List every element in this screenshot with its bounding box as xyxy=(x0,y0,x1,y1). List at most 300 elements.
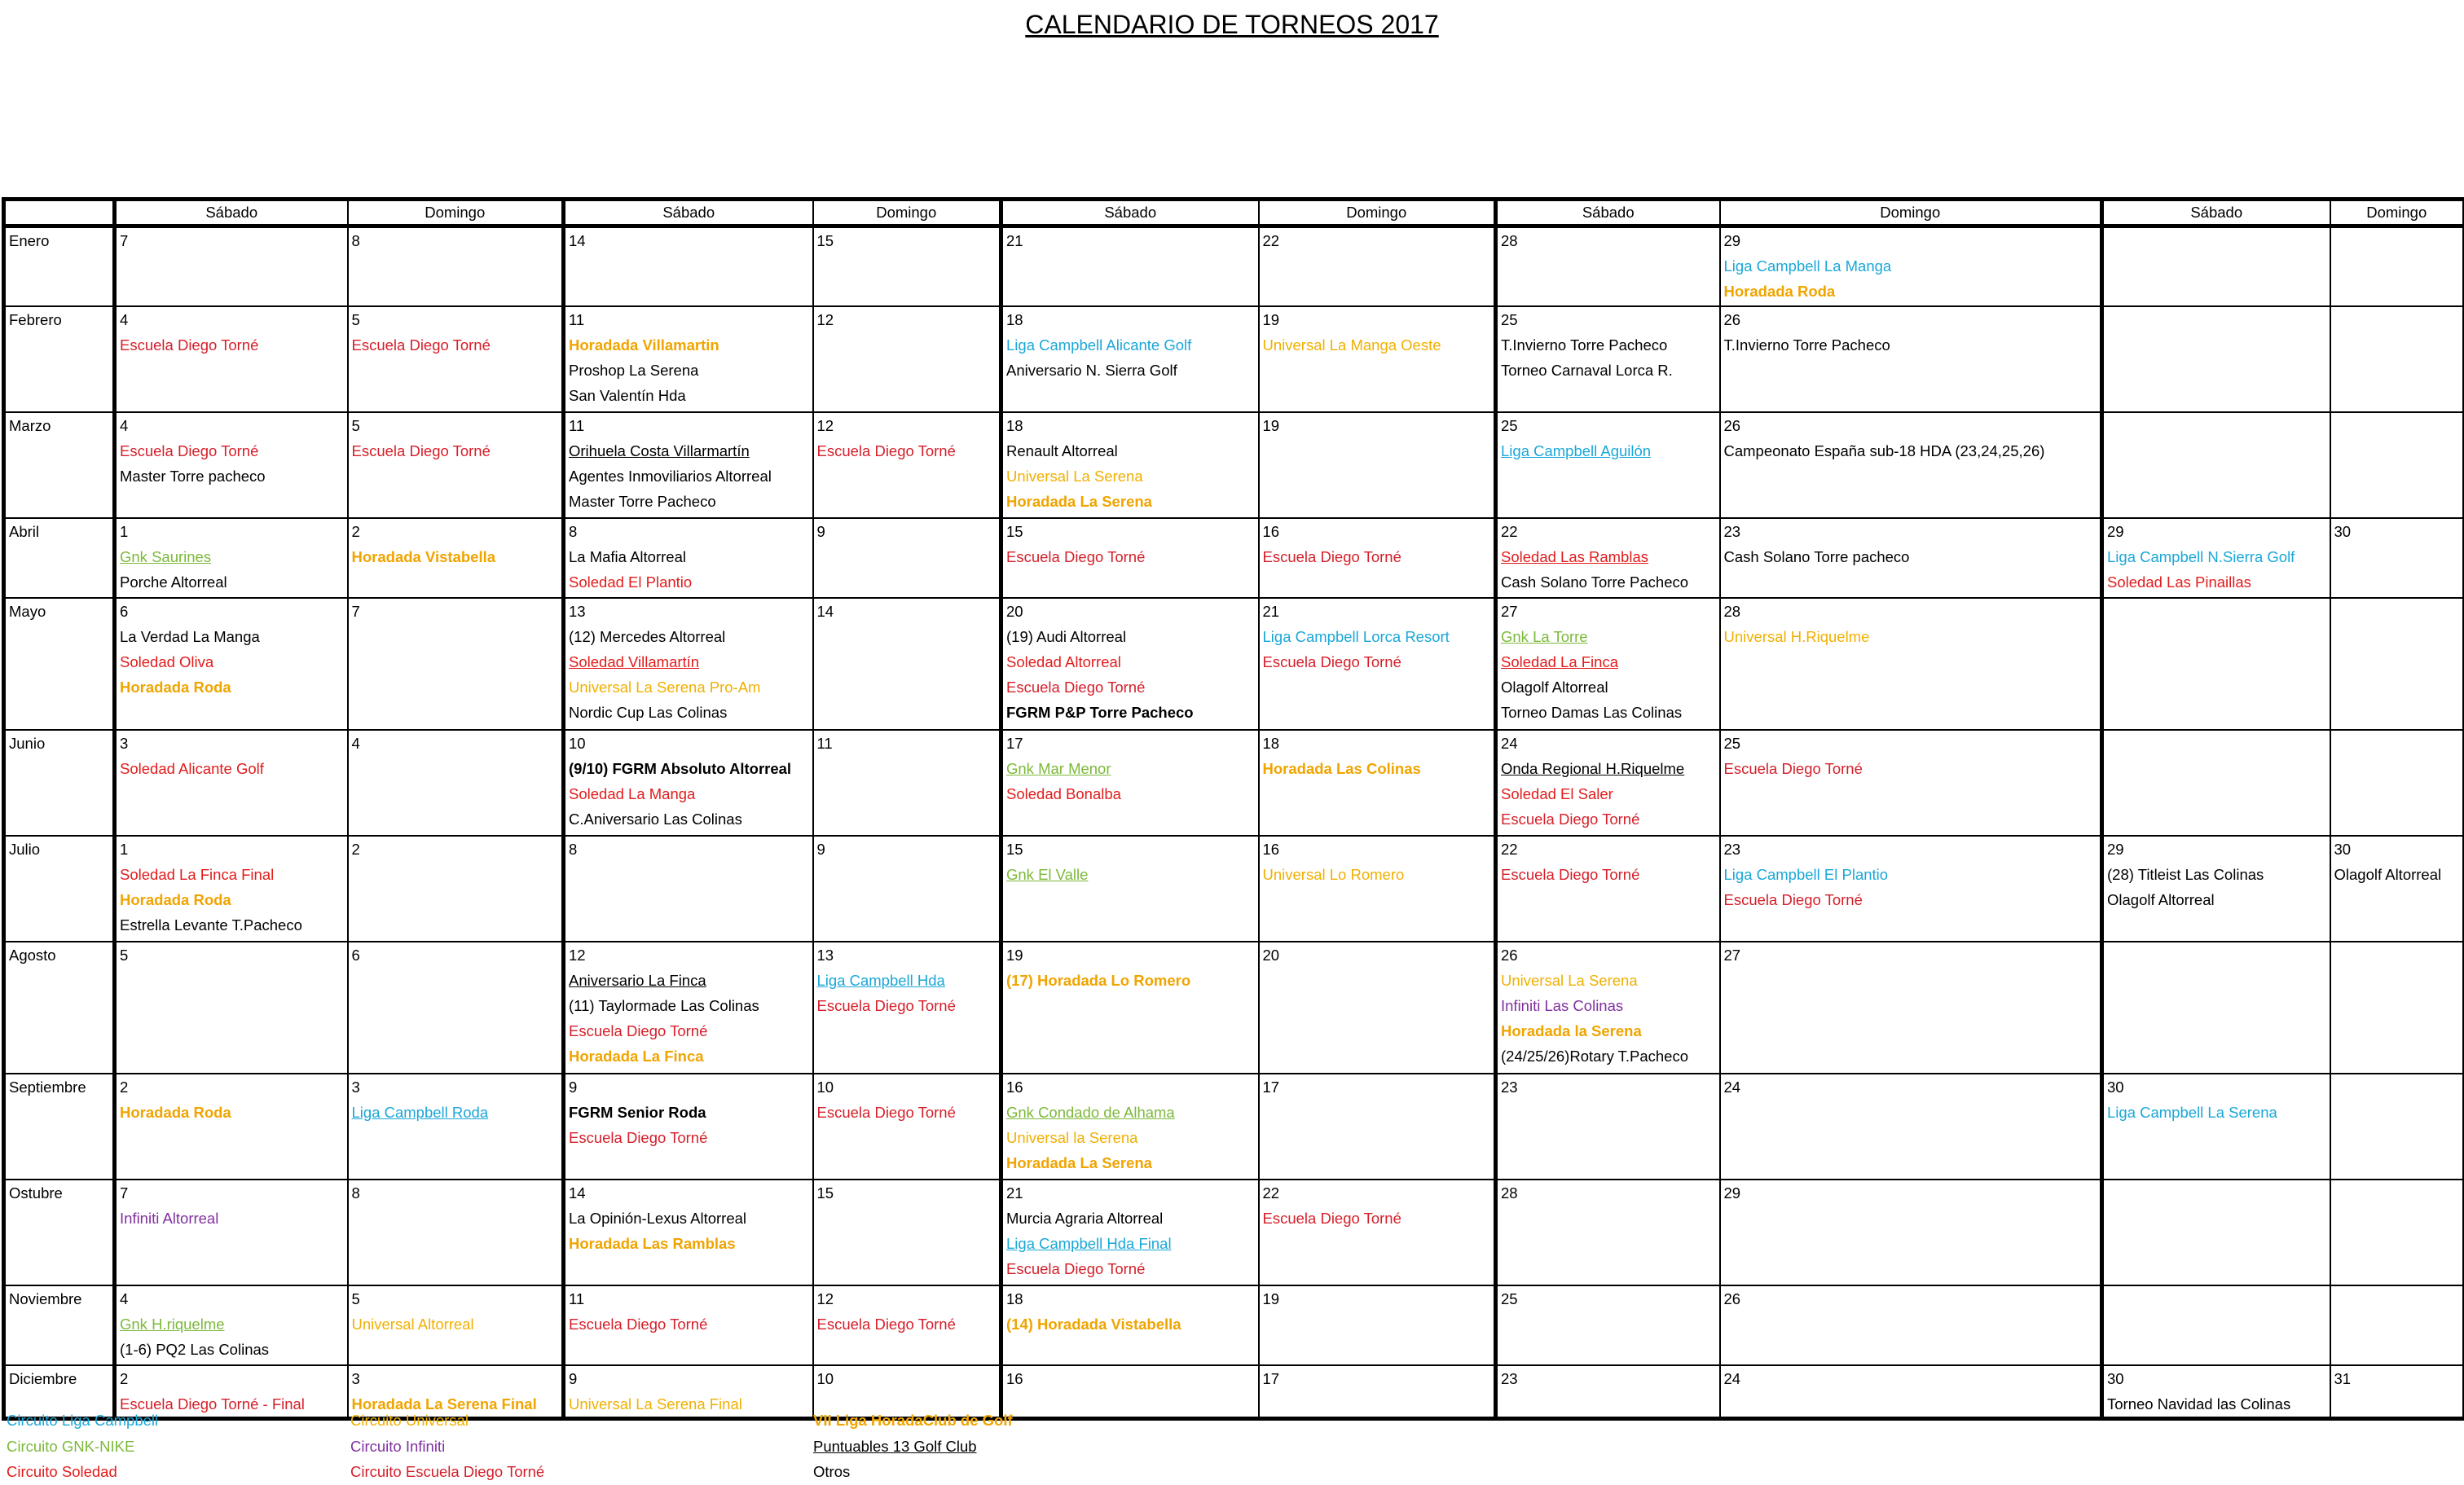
legend-item: Circuito Infiniti xyxy=(350,1434,445,1460)
day-cell xyxy=(813,598,1001,730)
tournament-event: Soledad El Saler xyxy=(1501,781,1719,806)
day-number: 12 xyxy=(817,413,1000,438)
month-row xyxy=(4,598,2464,730)
tournament-event: Escuela Diego Torné xyxy=(352,332,562,358)
tournament-event: Universal La Serena Pro-Am xyxy=(569,674,812,700)
tournament-event: Horadada La Serena xyxy=(1006,1150,1258,1175)
day-number: 1 xyxy=(120,519,347,544)
day-cell xyxy=(813,730,1001,836)
month-name: Marzo xyxy=(4,412,115,518)
tournament-event: Escuela Diego Torné xyxy=(817,1311,1000,1337)
day-number: 23 xyxy=(1724,519,2101,544)
tournament-event: Liga Campbell La Manga xyxy=(1724,253,2101,279)
tournament-event: (19) Audi Altorreal xyxy=(1006,624,1258,649)
legend-item: VII Liga HoradaClub de Golf xyxy=(813,1408,1013,1434)
tournament-event: T.Invierno Torre Pacheco xyxy=(1501,332,1719,358)
tournament-event: Renault Altorreal xyxy=(1006,438,1258,464)
day-cell xyxy=(1496,730,1720,836)
tournament-event: Soledad Las Pinaillas xyxy=(2107,569,2330,595)
day-cell xyxy=(348,1285,564,1365)
day-cell xyxy=(115,942,348,1074)
tournament-event: Escuela Diego Torné xyxy=(1263,544,1494,569)
month-name: Junio xyxy=(4,730,115,836)
tournament-event: Torneo Carnaval Lorca R. xyxy=(1501,358,1719,383)
tournament-event: (17) Horadada Lo Romero xyxy=(1006,968,1258,993)
tournament-event: Escuela Diego Torné xyxy=(569,1125,812,1150)
day-number: 19 xyxy=(1263,413,1494,438)
tournament-event: Horadada La Finca xyxy=(569,1043,812,1069)
day-number: 29 xyxy=(2107,837,2330,862)
tournament-event: Soledad La Finca Final xyxy=(120,862,347,887)
month-name: Septiembre xyxy=(4,1074,115,1180)
page-title: CALENDARIO DE TORNEOS 2017 xyxy=(0,10,2464,40)
day-number: 17 xyxy=(1006,731,1258,756)
day-cell xyxy=(348,226,564,306)
day-cell xyxy=(1496,598,1720,730)
day-cell xyxy=(115,306,348,412)
tournament-event: Escuela Diego Torné xyxy=(1006,1256,1258,1281)
day-cell xyxy=(1259,518,1496,598)
day-cell xyxy=(1720,306,2102,412)
day-number: 17 xyxy=(1263,1366,1494,1391)
day-cell xyxy=(348,1180,564,1285)
day-number: 30 xyxy=(2334,837,2463,862)
tournament-event: Escuela Diego Torné xyxy=(1724,887,2101,912)
tournament-event: Soledad El Plantio xyxy=(569,569,812,595)
tournament-event: Horadada la Serena xyxy=(1501,1018,1719,1043)
day-cell xyxy=(1259,598,1496,730)
tournament-event: La Mafia Altorreal xyxy=(569,544,812,569)
tournament-event: Escuela Diego Torné xyxy=(1263,1206,1494,1231)
day-cell xyxy=(813,942,1001,1074)
day-cell xyxy=(1259,306,1496,412)
day-number: 26 xyxy=(1724,307,2101,332)
legend xyxy=(0,1408,2464,1481)
day-cell xyxy=(1720,1074,2102,1180)
day-cell xyxy=(348,518,564,598)
day-number: 10 xyxy=(817,1074,1000,1100)
day-number: 15 xyxy=(817,228,1000,253)
day-cell xyxy=(2102,836,2330,942)
day-number: 24 xyxy=(1724,1366,2101,1391)
day-cell xyxy=(115,412,348,518)
day-cell xyxy=(1720,836,2102,942)
day-cell xyxy=(2102,1180,2330,1285)
day-number: 2 xyxy=(352,519,562,544)
tournament-event: Campeonato España sub-18 HDA (23,24,25,26) xyxy=(1724,438,2101,464)
tournament-event: Infiniti Altorreal xyxy=(120,1206,347,1231)
header-saturday: Sábado xyxy=(564,200,813,226)
day-cell xyxy=(1001,226,1259,306)
day-number: 8 xyxy=(569,837,812,862)
day-cell xyxy=(1720,1285,2102,1365)
tournament-event: Horadada Las Ramblas xyxy=(569,1231,812,1256)
day-cell xyxy=(1720,412,2102,518)
day-number: 10 xyxy=(817,1366,1000,1391)
day-cell xyxy=(564,836,813,942)
legend-item: Circuito Escuela Diego Torné xyxy=(350,1459,544,1485)
tournament-event: Universal La Serena xyxy=(1006,464,1258,489)
tournament-event: Escuela Diego Torné xyxy=(120,332,347,358)
tournament-event: Gnk La Torre xyxy=(1501,624,1719,649)
day-number: 14 xyxy=(817,599,1000,624)
day-cell xyxy=(1720,942,2102,1074)
day-number: 24 xyxy=(1724,1074,2101,1100)
day-cell xyxy=(1259,1074,1496,1180)
tournament-event: Proshop La Serena xyxy=(569,358,812,383)
day-number: 25 xyxy=(1724,731,2101,756)
tournament-event: Escuela Diego Torné xyxy=(569,1311,812,1337)
day-cell xyxy=(564,1074,813,1180)
day-number: 23 xyxy=(1501,1366,1719,1391)
day-cell xyxy=(1496,942,1720,1074)
tournament-event: Liga Campbell La Serena xyxy=(2107,1100,2330,1125)
day-cell xyxy=(1001,1285,1259,1365)
day-cell xyxy=(1720,730,2102,836)
day-cell xyxy=(2102,942,2330,1074)
day-cell xyxy=(2330,412,2464,518)
day-number: 30 xyxy=(2107,1366,2330,1391)
tournament-event: Nordic Cup Las Colinas xyxy=(569,700,812,725)
day-number: 16 xyxy=(1006,1366,1258,1391)
day-number: 18 xyxy=(1263,731,1494,756)
month-row xyxy=(4,226,2464,306)
day-cell xyxy=(1496,226,1720,306)
day-number: 24 xyxy=(1501,731,1719,756)
day-cell xyxy=(564,1180,813,1285)
day-cell xyxy=(1001,598,1259,730)
tournament-event: Liga Campbell Lorca Resort xyxy=(1263,624,1494,649)
day-number: 9 xyxy=(569,1074,812,1100)
day-cell xyxy=(564,730,813,836)
day-number: 22 xyxy=(1501,519,1719,544)
day-number: 19 xyxy=(1263,307,1494,332)
tournament-event: Cash Solano Torre Pacheco xyxy=(1501,569,1719,595)
day-cell xyxy=(1720,1180,2102,1285)
tournament-event: Horadada Las Colinas xyxy=(1263,756,1494,781)
tournament-event: Escuela Diego Torné xyxy=(1501,862,1719,887)
day-number: 4 xyxy=(120,413,347,438)
day-number: 29 xyxy=(2107,519,2330,544)
legend-item: Circuito GNK-NIKE xyxy=(7,1434,134,1460)
header-sunday: Domingo xyxy=(1720,200,2102,226)
tournament-event: Soledad La Finca xyxy=(1501,649,1719,674)
day-number: 14 xyxy=(569,1180,812,1206)
day-number: 30 xyxy=(2107,1074,2330,1100)
tournament-event: Escuela Diego Torné xyxy=(1724,756,2101,781)
tournament-event: (9/10) FGRM Absoluto Altorreal xyxy=(569,756,812,781)
tournament-event: Gnk Mar Menor xyxy=(1006,756,1258,781)
month-name: Febrero xyxy=(4,306,115,412)
day-number: 7 xyxy=(120,228,347,253)
day-cell xyxy=(1259,836,1496,942)
tournament-event: Olagolf Altorreal xyxy=(1501,674,1719,700)
tournament-event: Soledad Alicante Golf xyxy=(120,756,347,781)
month-row xyxy=(4,1180,2464,1285)
month-row xyxy=(4,1285,2464,1365)
day-cell xyxy=(115,1074,348,1180)
tournament-event: Onda Regional H.Riquelme xyxy=(1501,756,1719,781)
day-cell xyxy=(2330,518,2464,598)
day-number: 25 xyxy=(1501,1286,1719,1311)
day-number: 3 xyxy=(120,731,347,756)
day-cell xyxy=(813,1074,1001,1180)
tournament-event: Cash Solano Torre pacheco xyxy=(1724,544,2101,569)
day-number: 20 xyxy=(1006,599,1258,624)
header-saturday: Sábado xyxy=(1496,200,1720,226)
legend-item: Circuito Universal xyxy=(350,1408,469,1434)
tournament-event: La Verdad La Manga xyxy=(120,624,347,649)
day-number: 15 xyxy=(1006,519,1258,544)
day-cell xyxy=(115,730,348,836)
day-number: 31 xyxy=(2334,1366,2463,1391)
tournament-event: Agentes Inmoviliarios Altorreal xyxy=(569,464,812,489)
legend-item: Puntuables 13 Golf Club xyxy=(813,1434,977,1460)
day-number: 4 xyxy=(352,731,562,756)
tournament-event: Universal La Serena Final xyxy=(569,1391,812,1417)
tournament-event: Horadada Villamartin xyxy=(569,332,812,358)
tournament-event: Escuela Diego Torné xyxy=(817,993,1000,1018)
day-cell xyxy=(813,1180,1001,1285)
day-cell xyxy=(1496,836,1720,942)
tournament-event: Porche Altorreal xyxy=(120,569,347,595)
day-cell xyxy=(1496,1180,1720,1285)
day-number: 9 xyxy=(817,837,1000,862)
day-cell xyxy=(2330,730,2464,836)
tournament-event: Universal H.Riquelme xyxy=(1724,624,2101,649)
tournament-event: Soledad Altorreal xyxy=(1006,649,1258,674)
tournament-event: (24/25/26)Rotary T.Pacheco xyxy=(1501,1043,1719,1069)
day-number: 28 xyxy=(1501,1180,1719,1206)
day-cell xyxy=(564,412,813,518)
day-cell xyxy=(813,412,1001,518)
day-cell xyxy=(813,306,1001,412)
day-number: 5 xyxy=(352,307,562,332)
tournament-calendar xyxy=(2,197,2464,1421)
day-cell xyxy=(813,226,1001,306)
tournament-event: Liga Campbell Roda xyxy=(352,1100,562,1125)
tournament-event: Estrella Levante T.Pacheco xyxy=(120,912,347,938)
tournament-event: Horadada La Serena xyxy=(1006,489,1258,514)
day-cell xyxy=(115,518,348,598)
day-number: 11 xyxy=(817,731,1000,756)
day-number: 11 xyxy=(569,307,812,332)
day-cell xyxy=(1496,518,1720,598)
tournament-event: Master Torre Pacheco xyxy=(569,489,812,514)
tournament-event: Torneo Navidad las Colinas xyxy=(2107,1391,2330,1417)
tournament-event: Escuela Diego Torné xyxy=(817,438,1000,464)
day-number: 27 xyxy=(1501,599,1719,624)
tournament-event: (14) Horadada Vistabella xyxy=(1006,1311,1258,1337)
month-row xyxy=(4,412,2464,518)
tournament-event: Soledad Bonalba xyxy=(1006,781,1258,806)
header-corner xyxy=(4,200,115,226)
day-cell xyxy=(1001,412,1259,518)
day-cell xyxy=(813,1285,1001,1365)
tournament-event: T.Invierno Torre Pacheco xyxy=(1724,332,2101,358)
legend-item: Circuito Soledad xyxy=(7,1459,117,1485)
day-number: 8 xyxy=(352,228,562,253)
day-number: 9 xyxy=(817,519,1000,544)
day-cell xyxy=(1001,836,1259,942)
tournament-event: Liga Campbell Hda Final xyxy=(1006,1231,1258,1256)
day-number: 9 xyxy=(569,1366,812,1391)
legend-item: Circuito Liga Campbell xyxy=(7,1408,158,1434)
day-number: 13 xyxy=(569,599,812,624)
day-cell xyxy=(564,598,813,730)
header-sunday: Domingo xyxy=(1259,200,1496,226)
tournament-event: Soledad Villamartín xyxy=(569,649,812,674)
day-cell xyxy=(2330,598,2464,730)
header-saturday: Sábado xyxy=(2102,200,2330,226)
tournament-event: (11) Taylormade Las Colinas xyxy=(569,993,812,1018)
day-number: 1 xyxy=(120,837,347,862)
day-cell xyxy=(115,1180,348,1285)
day-number: 25 xyxy=(1501,307,1719,332)
tournament-event: Gnk El Valle xyxy=(1006,862,1258,887)
day-number: 23 xyxy=(1501,1074,1719,1100)
tournament-event: Horadada Roda xyxy=(120,674,347,700)
day-cell xyxy=(1496,1074,1720,1180)
day-cell xyxy=(348,730,564,836)
day-cell xyxy=(1496,412,1720,518)
day-number: 22 xyxy=(1501,837,1719,862)
tournament-event: Horadada Roda xyxy=(1724,279,2101,304)
day-cell xyxy=(115,598,348,730)
day-cell xyxy=(2102,730,2330,836)
day-cell xyxy=(1001,942,1259,1074)
tournament-event: Universal Altorreal xyxy=(352,1311,562,1337)
day-cell xyxy=(348,942,564,1074)
month-row xyxy=(4,306,2464,412)
tournament-event: Gnk H.riquelme xyxy=(120,1311,347,1337)
day-cell xyxy=(2330,942,2464,1074)
day-number: 2 xyxy=(120,1366,347,1391)
tournament-event: Universal La Serena xyxy=(1501,968,1719,993)
day-number: 5 xyxy=(352,1286,562,1311)
month-name: Abril xyxy=(4,518,115,598)
tournament-event: C.Aniversario Las Colinas xyxy=(569,806,812,832)
month-name: Noviembre xyxy=(4,1285,115,1365)
day-cell xyxy=(2102,518,2330,598)
day-number: 30 xyxy=(2334,519,2463,544)
day-number: 18 xyxy=(1006,307,1258,332)
month-row xyxy=(4,518,2464,598)
tournament-event: Escuela Diego Torné xyxy=(1501,806,1719,832)
day-number: 21 xyxy=(1263,599,1494,624)
tournament-event: Olagolf Altorreal xyxy=(2334,862,2463,887)
day-number: 26 xyxy=(1501,942,1719,968)
day-number: 4 xyxy=(120,1286,347,1311)
day-cell xyxy=(1001,306,1259,412)
day-number: 10 xyxy=(569,731,812,756)
day-cell xyxy=(1001,1074,1259,1180)
day-number: 8 xyxy=(569,519,812,544)
day-cell xyxy=(564,1285,813,1365)
day-cell xyxy=(1259,730,1496,836)
tournament-event: Gnk Saurines xyxy=(120,544,347,569)
tournament-event: Murcia Agraria Altorreal xyxy=(1006,1206,1258,1231)
day-number: 27 xyxy=(1724,942,2101,968)
day-cell xyxy=(1720,226,2102,306)
day-cell xyxy=(1259,1285,1496,1365)
tournament-event: Liga Campbell Aguilón xyxy=(1501,438,1719,464)
day-number: 19 xyxy=(1006,942,1258,968)
day-cell xyxy=(813,836,1001,942)
day-cell xyxy=(1259,1180,1496,1285)
day-number: 6 xyxy=(120,599,347,624)
day-number: 23 xyxy=(1724,837,2101,862)
month-name: Agosto xyxy=(4,942,115,1074)
day-number: 29 xyxy=(1724,228,2101,253)
day-number: 5 xyxy=(352,413,562,438)
day-number: 12 xyxy=(817,307,1000,332)
day-number: 11 xyxy=(569,413,812,438)
day-cell xyxy=(115,1285,348,1365)
day-number: 2 xyxy=(120,1074,347,1100)
tournament-event: Escuela Diego Torné xyxy=(1006,544,1258,569)
day-number: 26 xyxy=(1724,1286,2101,1311)
day-number: 3 xyxy=(352,1074,562,1100)
tournament-event: Escuela Diego Torné xyxy=(569,1018,812,1043)
tournament-event: Gnk Condado de Alhama xyxy=(1006,1100,1258,1125)
month-name: Enero xyxy=(4,226,115,306)
tournament-event: Liga Campbell El Plantio xyxy=(1724,862,2101,887)
day-number: 7 xyxy=(352,599,562,624)
day-cell xyxy=(2330,1180,2464,1285)
month-row xyxy=(4,730,2464,836)
tournament-event: La Opinión-Lexus Altorreal xyxy=(569,1206,812,1231)
header-sunday: Domingo xyxy=(348,200,564,226)
day-number: 21 xyxy=(1006,1180,1258,1206)
day-number: 18 xyxy=(1006,1286,1258,1311)
day-number: 20 xyxy=(1263,942,1494,968)
day-cell xyxy=(2102,306,2330,412)
day-cell xyxy=(2102,226,2330,306)
tournament-event: Horadada Vistabella xyxy=(352,544,562,569)
day-number: 16 xyxy=(1006,1074,1258,1100)
month-row xyxy=(4,1074,2464,1180)
tournament-event: Master Torre pacheco xyxy=(120,464,347,489)
tournament-event: (12) Mercedes Altorreal xyxy=(569,624,812,649)
tournament-event: Escuela Diego Torné xyxy=(817,1100,1000,1125)
day-cell xyxy=(2102,1285,2330,1365)
month-name: Mayo xyxy=(4,598,115,730)
day-cell xyxy=(2330,306,2464,412)
day-cell xyxy=(115,226,348,306)
tournament-event: Liga Campbell N.Sierra Golf xyxy=(2107,544,2330,569)
day-number: 12 xyxy=(569,942,812,968)
header-saturday: Sábado xyxy=(115,200,348,226)
day-cell xyxy=(2330,1074,2464,1180)
tournament-event: Horadada La Serena Final xyxy=(352,1391,562,1417)
day-number: 7 xyxy=(120,1180,347,1206)
tournament-event: Escuela Diego Torné - Final xyxy=(120,1391,347,1417)
tournament-event: Escuela Diego Torné xyxy=(1263,649,1494,674)
day-number: 29 xyxy=(1724,1180,2101,1206)
day-cell xyxy=(564,942,813,1074)
day-cell xyxy=(1720,518,2102,598)
day-number: 15 xyxy=(1006,837,1258,862)
day-number: 13 xyxy=(817,942,1000,968)
day-cell xyxy=(813,518,1001,598)
month-row xyxy=(4,836,2464,942)
day-number: 16 xyxy=(1263,519,1494,544)
tournament-event: FGRM Senior Roda xyxy=(569,1100,812,1125)
day-header-row xyxy=(4,200,2464,226)
day-cell xyxy=(1496,306,1720,412)
day-cell xyxy=(1001,518,1259,598)
